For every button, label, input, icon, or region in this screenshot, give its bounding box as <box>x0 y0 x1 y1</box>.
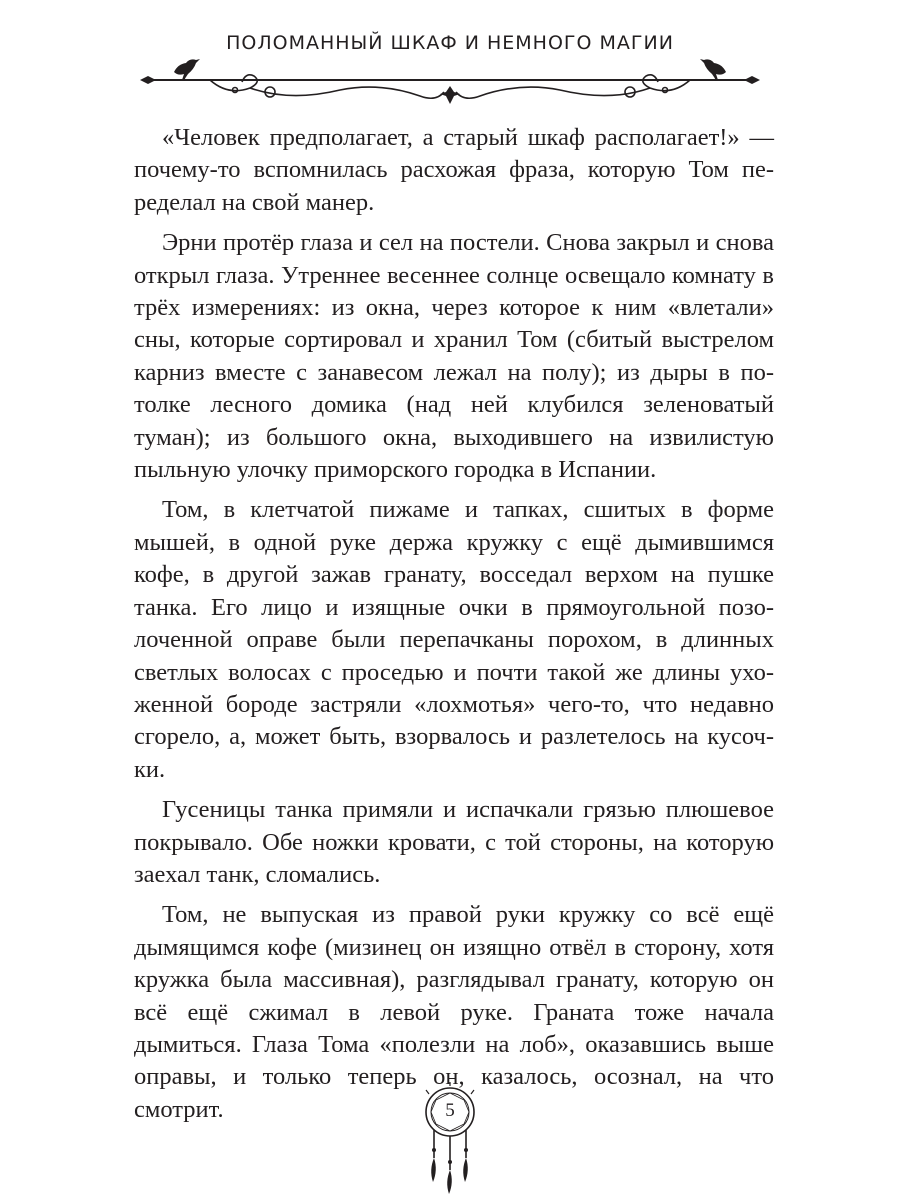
page-number: 5 <box>445 1100 455 1121</box>
running-title: ПОЛОМАННЫЙ ШКАФ И НЕМНОГО МАГИИ <box>226 32 674 54</box>
running-header <box>0 32 900 112</box>
paragraph: Том, в клетчатой пижаме и тапках, сшитых в форме мышей, в одной руке держа кружку с ещё дымившимся кофе, в другой зажав гранату, восседал верхом на пушке танка. Его лицо и изящные очки в прямоугольной позолоченной оправе были перепачканы порохом, в длинных светлых волосах с проседью и почти такой же длины ухоженной бороде застряли «лохмотья» чего-то, что недавно сгорело, а, может быть, взорвалось и разлетелось на кусочки. <box>134 496 774 783</box>
body-text <box>134 122 774 1134</box>
left-crow-icon <box>174 59 200 80</box>
right-crow-icon <box>700 59 726 80</box>
right-diamond-icon <box>744 76 760 84</box>
flourish-right-icon <box>456 75 690 98</box>
header-ornament <box>140 52 760 112</box>
paragraph: Эрни протёр глаза и сел на постели. Снова закрыл и снова открыл глаза. Утреннее весеннее солнце освещало комнату в трёх измерениях: из окна, через которое к ним «влетали» сны, которые сортировал и хранил Том (сбитый выстрелом карниз вместе с занавесом лежал на полу); из дыры в потолке лесного домика (над ней клубился зеленоватый туман); из большого окна, выходившего на извилистую пыльную улочку приморского городка в Испании. <box>134 229 774 484</box>
left-diamond-icon <box>140 76 156 84</box>
paragraph: Том, не выпуская из правой руки кружку со всё ещё дымящимся кофе (мизинец он изящно отвёл в сторону, хотя кружка была массивная), разглядывал гранату, которую он всё ещё сжимал в левой руке. Граната тоже начала дымиться. Глаза Тома «полезли на лоб», оказавшись выше оправы, и только теперь он, казалось, осознал, на что смотрит. <box>134 901 774 1123</box>
paragraph: Гусеницы танка примяли и испачкали грязью плюшевое покрывало. Обе ножки кровати, с той стороны, на которую заехал танк, сломались. <box>134 796 774 888</box>
page-footer <box>420 1078 480 1196</box>
center-star-icon <box>440 86 460 104</box>
dreamcatcher-icon <box>420 1078 480 1196</box>
flourish-left-icon <box>210 75 444 98</box>
paragraph: «Человек предполагает, а старый шкаф располагает!» — почему-то вспомнилась расхожая фраза, которую Том переделал на свой манер. <box>134 124 774 216</box>
